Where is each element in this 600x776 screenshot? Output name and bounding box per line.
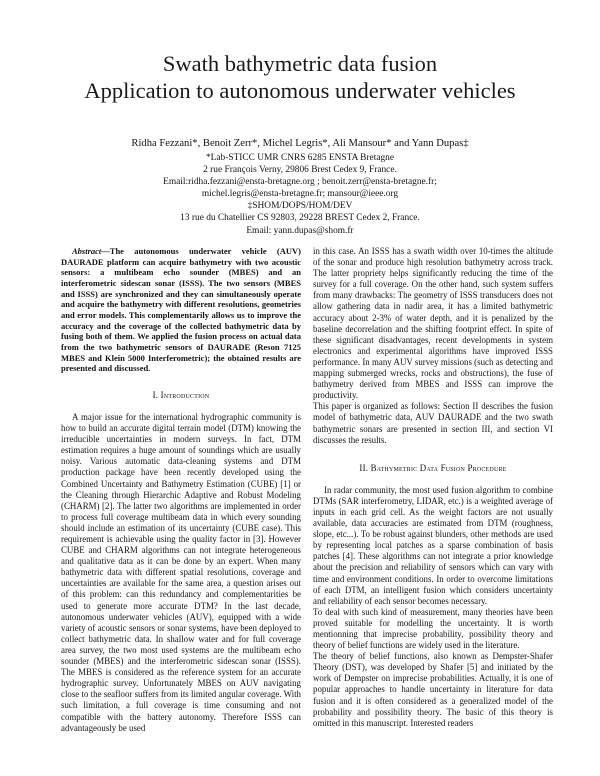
email-line-1: Email:ridha.fezzani@ensta-bretagne.org ; benoit.zerr@ensta-bretagne.fr; xyxy=(163,177,437,188)
abstract-text: —The autonomous underwater vehicle (AUV) DAURADE platform can acquire bathymetry with two acoustic sensors: a multibeam echo sounder (MBES) and an interferometric sidescan sonar (ISSS). The two sensors (MBES and ISSS) are synchronized and they can simultaneously operate and acquire the bathymetry with different resolutions, geometries and error models. This complementarily allows us to improve the accuracy and the coverage of the collected bathymetric data by fusing both of them. We applied the fusion process on actual data from the two bathymetric sensors of DAURADE (Reson 7125 MBES and Klein 5000 Interferometric); the obtained results are presented and discussed. xyxy=(61,246,301,374)
email-line-3: Email: yann.dupas@shom.fr xyxy=(246,225,354,236)
title-line-1: Swath bathymetric data fusion xyxy=(162,51,438,76)
email-line-2: michel.legris@ensta-bretagne.fr; mansour@ieee.org xyxy=(201,189,399,200)
fusion-paragraph-3: The theory of belief functions, also known as Dempster-Shafer Theory (DST), was developed by Shafer [5] and initiated by the work of Dempster on imprecise probabilities. Actually, it is one of popular approaches to handle uncertainty in literature for data fusion and it is often considered as a generalized model of the probability and possibility theory. The basic of this theory is omitted in this manuscript. Interested readers xyxy=(313,651,553,728)
left-column xyxy=(61,246,301,734)
section-2-heading: II. Bathymetric Data Fusion Procedure xyxy=(359,462,507,473)
intro-paragraph-1: A major issue for the international hydrographic community is how to build an accurate digital terrain model (DTM) knowing the irreducible uncertainties in modern surveys. In fact, DTM estimation requires a huge amount of soundings which are usually noisy. Various automatic data-cleaning systems and DTM production package have been recently developed using the Combined Uncertainty and Bathymetry Estimation (CUBE) [1] or the Cleaning through Hierarchic Adaptive and Robust Modeling (CHARM) [2]. The latter two algorithms are implemented in order to process full coverage multibeam data in which every sounding should include an estimation of its uncertainty (CUBE case). This requirement is achievable using the quality factor in [3]. However CUBE and CHARM algorithms can not integrate heterogeneous and qualitative data as it can be done by an expert. When many bathymetric data with different spatial resolutions, coverage and uncertainties are available for the same area, a question arises out of this problem: can this redundancy and complementarities be used to generate more accurate DTM? In the last decade, autonomous underwater vehicles (AUV), equipped with a wide variety of acoustic sensors or sonar systems, have been deployed to collect bathymetric data. In shallow water and for full coverage area survey, the two most used systems are the multibeam echo sounder (MBES) and the interferometric sidescan sonar (ISSS). The MBES is considered as the reference system for an accurate hydrographic survey. Unfortunately MBES on AUV navigating close to the seafloor suffers from its limited angular coverage. With such limitation, a full coverage is time consuming and not compatible with the battery autonomy. Therefore ISSS can advantageously be used xyxy=(61,411,301,733)
intro-paragraph-1-continued: in this case. An ISSS has a swath width over 10-times the altitude of the sonar and produce high resolution bathymetry across track. The latter propriety helps significantly reducing the time of the survey for a full coverage. On the other hand, such system suffers from many drawbacks: The geometry of ISSS transducers does not allow gathering data in nadir area, it has a limited bathymetric accuracy about 2-3% of water depth, and it is penalized by the baseline decorrelation and the shifting footprint effect. In spite of these significant disadvantages, recent developments in system electronics and experimental algorithms have improved ISSS performance. In many AUV survey missions (such as detecting and mapping submerged wrecks, rocks and obstructions), the fuse of bathymetry derived from MBES and ISSS can improve the productivity. xyxy=(313,246,553,401)
right-column xyxy=(313,246,553,729)
author-names: Ridha Fezzani*, Benoit Zerr*, Michel Legris*, Ali Mansour* and Yann Dupas‡ xyxy=(131,138,469,149)
address-1: 2 rue François Verny, 29806 Brest Cedex 9, France. xyxy=(203,165,397,176)
author-block xyxy=(40,137,560,237)
abstract-label: Abstract xyxy=(72,246,102,256)
address-2: 13 rue du Chatellier CS 92803, 29228 BREST Cedex 2, France. xyxy=(180,213,420,224)
affiliation-1: *Lab-STICC UMR CNRS 6285 ENSTA Bretagne xyxy=(205,153,395,163)
section-1-heading: I. Introduction xyxy=(152,389,210,400)
fusion-paragraph-1: In radar community, the most used fusion algorithm to combine DTMs (SAR interferometry, LIDAR, etc.) is a weighted average of inputs in each grid cell. As the weight factors are not usually available, data accuracies are estimated from DTM (roughness, slope, etc...). To be robust against blunders, other methods are used by representing local patches as a sparse combination of basis patches [4]. These algorithms can not integrate a prior knowledge about the precision and reliability of sensors which can vary with time and environment conditions. In order to overcome limitations of each DTM, an intelligent fusion which considers uncertainty and reliability of each sensor becomes necessary. xyxy=(313,484,553,606)
intro-outline-paragraph: This paper is organized as follows: Section II describes the fusion model of bathymetric data, AUV DAURADE and the two swath bathymetric sonars are presented in section III, and section VI discusses the results. xyxy=(313,401,553,445)
affiliation-2: ‡SHOM/DOPS/HOM/DEV xyxy=(247,201,353,212)
paper-title xyxy=(30,50,570,104)
fusion-paragraph-2: To deal with such kind of measurement, many theories have been proved suitable for modelling the uncertainty. It is worth mentionning that imprecise probability, possibility theory and theory of belief functions are widely used in the literature. xyxy=(313,606,553,651)
abstract xyxy=(61,246,301,374)
title-line-2: Application to autonomous underwater vehicles xyxy=(84,78,516,103)
